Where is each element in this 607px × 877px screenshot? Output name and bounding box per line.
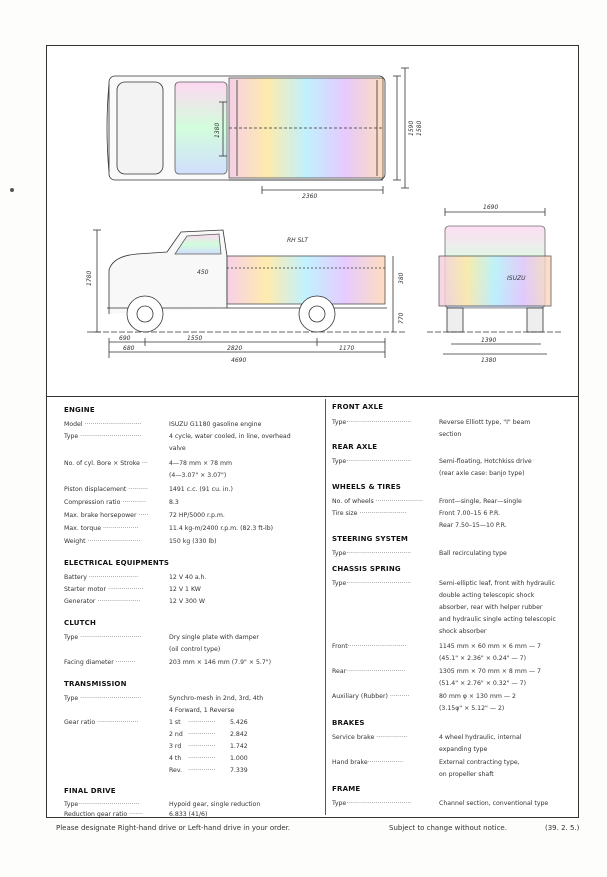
spring-aux-label: Auxiliary (Rubber) ·········· [332,693,410,700]
heading-transmission: TRANSMISSION [64,680,127,688]
tire-size-label: Tire size ························ [332,510,407,517]
engine-torque-value: 11.4 kg-m/2400 r.p.m. (82.3 ft-lb) [169,525,274,532]
gear-1-ratio: 5.426 [230,719,248,726]
chassis-type-line-3: absorber, rear with helper rubber [439,604,543,611]
dim-rear-track: 1390 [481,337,497,344]
wheels-count-value: Front—single, Rear—single [439,498,522,505]
dim-side-ground: 770 [398,312,405,324]
spring-front-cont: (45.1" × 2.36" × 0.24" — 7) [439,655,526,662]
engine-cyl-label: No. of cyl. Bore × Stroke ··· [64,460,148,467]
vehicle-drawings [47,46,578,397]
transmission-type-cont: 4 Forward, 1 Reverse [169,707,235,714]
service-brake-cont: expanding type [439,746,488,753]
engine-model-label: Model ····························· [64,421,142,428]
spring-rear-label: Rear······························ [332,668,406,675]
front-axle-type-value: Reverse Elliott type, "I" beam [439,419,531,426]
steering-type-value: Ball recirculating type [439,550,507,557]
heading-engine: ENGINE [64,406,95,414]
clutch-type-value: Dry single plate with damper [169,634,259,641]
dim-top-width: 1590 [408,120,415,136]
engine-hp-value: 72 HP/5000 r.p.m. [169,512,225,519]
chassis-type-line-1: Semi-elliptic leaf, front with hydraulic [439,580,555,587]
engine-displacement-label: Piston displacement ·········· [64,486,148,493]
top-view [107,68,409,194]
dim-side-overhang: 690 [119,335,131,342]
engine-cyl-value: 4—78 mm × 78 mm [169,460,233,467]
battery-label: Battery ························· [64,574,139,581]
battery-value: 12 V 40 a.h. [169,574,207,581]
clutch-type-label: Type ······························· [64,634,142,641]
heading-frame: FRAME [332,785,361,793]
chassis-type-line-4: and hydraulic single acting telescopic [439,616,556,623]
steering-type-label: Type································· [332,550,412,557]
dim-top-cab-width: 1380 [214,122,221,138]
gear-3-ratio: 1.742 [230,743,248,750]
engine-weight-value: 150 kg (330 lb) [169,538,217,545]
gear-rev-name: Rev. [169,767,182,774]
clutch-type-cont: (oil control type) [169,646,221,653]
dim-side-front-track: 680 [123,345,135,352]
frame-type-value: Channel section, conventional type [439,800,549,807]
transmission-type-value: Synchro-mesh in 2nd, 3rd, 4th [169,695,264,702]
generator-label: Generator ······················ [64,598,141,605]
heading-front-axle: FRONT AXLE [332,403,384,411]
engine-type-cont: valve [169,445,186,452]
spring-aux-value: 80 mm φ × 130 mm — 2 [439,693,516,700]
dim-side-bed-height: 380 [398,272,405,284]
engine-compression-value: 8.3 [169,499,179,506]
scan-speck [10,188,14,192]
spring-front-label: Front······························ [332,643,407,650]
front-axle-type-cont: section [439,431,462,438]
heading-chassis-spring: CHASSIS SPRING [332,565,401,573]
hand-brake-value: External contracting type, [439,759,520,766]
hand-brake-label: Hand brake·················· [332,759,404,766]
reduction-ratio-label: Reduction gear ratio ······· [64,811,143,818]
dim-side-overall: 4690 [231,357,247,364]
heading-final-drive: FINAL DRIVE [64,787,116,795]
engine-compression-label: Compression ratio ············ [64,499,146,506]
rear-badge: ISUZU [507,275,526,282]
chassis-type-line-5: shock absorber [439,628,487,635]
dim-side-height: 1780 [86,270,93,286]
heading-brakes: BRAKES [332,719,365,727]
starter-label: Starter motor ·················· [64,586,144,593]
dim-side-a: 1550 [187,335,203,342]
gear-4-name: 4 th [169,755,182,762]
heading-wheels-tires: WHEELS & TIRES [332,483,402,491]
gear-rev-dots: ·············· [188,767,216,774]
tire-size-value: Front 7.00–15 6 P.R. [439,510,501,517]
gear-1-name: 1 st [169,719,181,726]
starter-value: 12 V 1 KW [169,586,201,593]
dim-side-mark: RH SLT [287,237,308,244]
gear-4-ratio: 1.000 [230,755,248,762]
chassis-type-label: Type································· [332,580,412,587]
clutch-facing-value: 203 mm × 146 mm (7.9" × 5.7") [169,659,272,666]
rear-axle-type-cont: (rear axle case: banjo type) [439,470,525,477]
gear-3-name: 3 rd [169,743,182,750]
dim-rear-track2: 1380 [481,357,497,364]
final-drive-type-value: Hypoid gear, single reduction [169,801,261,808]
rear-axle-type-label: Type································· [332,458,412,465]
reduction-ratio-value: 6.833 (41/6) [169,811,208,818]
engine-displacement-value: 1491 c.c. (91 cu. in.) [169,486,233,493]
footer-change-note: Subject to change without notice. [389,824,507,832]
gear-2-dots: ·············· [188,731,216,738]
gear-1-dots: ·············· [188,719,216,726]
service-brake-label: Service brake ················ [332,734,408,741]
rear-view [427,208,563,354]
spring-front-value: 1145 mm × 60 mm × 6 mm — 7 [439,643,541,650]
spring-aux-cont: (3.15φ" × 5.12" — 2) [439,705,505,712]
heading-clutch: CLUTCH [64,619,97,627]
generator-value: 12 V 300 W [169,598,205,605]
footer-date: (39. 2. 5.) [545,824,580,832]
engine-cyl-cont: (4—3.07" × 3.07") [169,472,227,479]
engine-weight-label: Weight ··························· [64,538,141,545]
spring-rear-value: 1305 mm × 70 mm × 8 mm — 7 [439,668,541,675]
dim-top-length: 2360 [302,193,318,200]
specifications [47,397,578,817]
gear-ratio-label: Gear ratio ····················· [64,719,139,726]
clutch-facing-label: Facing diameter ·········· [64,659,136,666]
front-axle-type-label: Type································· [332,419,412,426]
tire-size-cont: Rear 7.50–15—10 P.R. [439,522,507,529]
heading-steering: STEERING SYSTEM [332,535,409,543]
service-brake-value: 4 wheel hydraulic, internal [439,734,522,741]
wheels-count-label: No. of wheels ························ [332,498,423,505]
side-view [87,230,407,358]
hand-brake-cont: on propeller shaft [439,771,494,778]
dim-rear-width-top: 1690 [483,204,499,211]
rear-axle-type-value: Semi-floating, Hotchkiss drive [439,458,532,465]
transmission-type-label: Type ······························· [64,695,142,702]
dim-side-rear: 1170 [339,345,355,352]
heading-electrical: ELECTRICAL EQUIPMENTS [64,559,170,567]
engine-model-value: ISUZU G1180 gasoline engine [169,421,262,428]
vehicle-drawing-svg [47,46,578,396]
dim-side-cab-mark: 450 [197,269,209,276]
final-drive-type-label: Type······························· [64,801,140,808]
gear-3-dots: ·············· [188,743,216,750]
column-divider [325,399,326,815]
gear-4-dots: ·············· [188,755,216,762]
gear-2-ratio: 2.842 [230,731,248,738]
chassis-type-line-2: double acting telescopic shock [439,592,535,599]
spec-sheet-frame [46,45,579,818]
heading-rear-axle: REAR AXLE [332,443,378,451]
gear-rev-ratio: 7.339 [230,767,248,774]
dim-side-wheelbase: 2820 [227,345,243,352]
spring-rear-cont: (51.4" × 2.76" × 0.32" — 7) [439,680,526,687]
frame-type-label: Type································· [332,800,412,807]
dim-top-width-outer: 1580 [416,120,423,136]
engine-type-value: 4 cycle, water cooled, in line, overhead [169,433,291,440]
engine-torque-label: Max. torque ·················· [64,525,139,532]
gear-2-name: 2 nd [169,731,183,738]
engine-type-label: Type ······························· [64,433,142,440]
engine-hp-label: Max. brake horsepower ····· [64,512,149,519]
footer-drive-note: Please designate Right-hand drive or Left-hand drive in your order. [56,824,291,832]
